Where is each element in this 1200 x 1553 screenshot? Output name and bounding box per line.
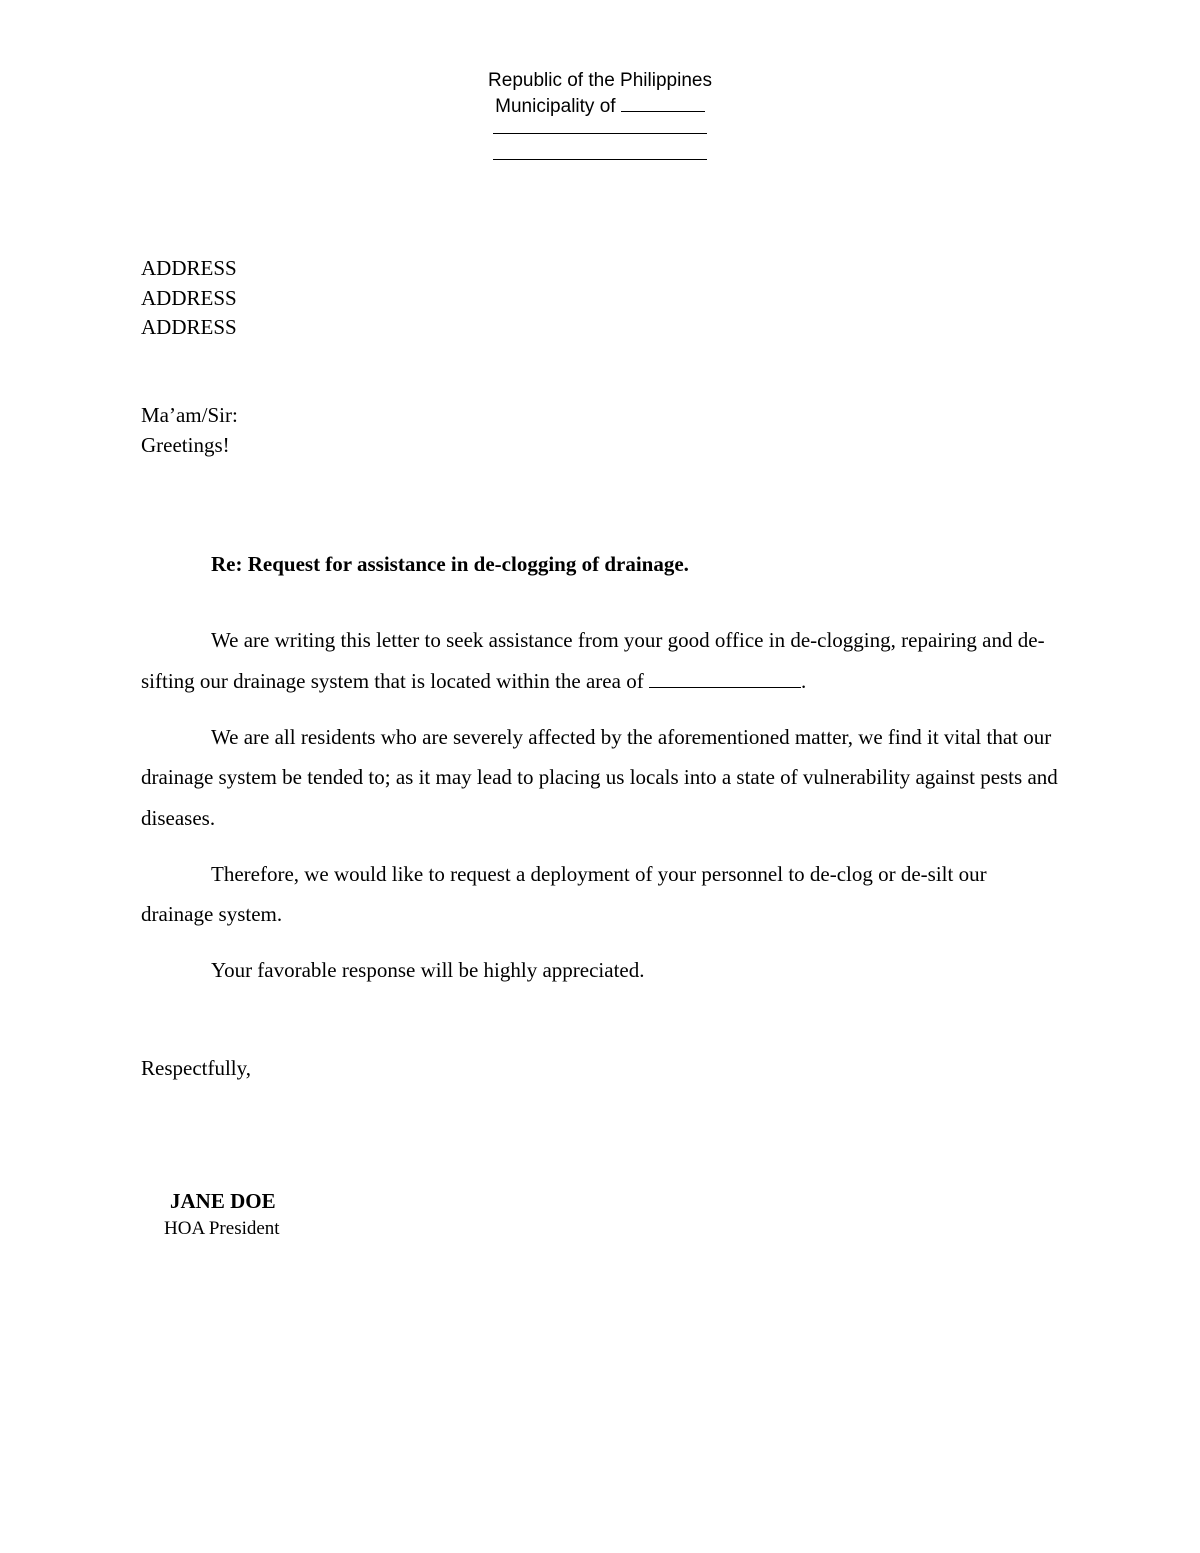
letterhead-blank-line-1	[0, 120, 1200, 148]
recipient-address	[141, 254, 237, 343]
subject-line: Re: Request for assistance in de-clogging of drainage.	[211, 552, 689, 576]
municipality-blank	[621, 110, 705, 112]
body-paragraph-4: Your favorable response will be highly appreciated.	[211, 958, 645, 982]
body-paragraph-1-text: We are writing this letter to seek assistance from your good office in de-clogging, repairing and de-sifting our drainage system that is located within the area of	[141, 628, 1045, 693]
letterhead	[0, 68, 1200, 174]
body-paragraph-1	[141, 620, 1061, 701]
body-paragraph-2: We are all residents who are severely affected by the aforementioned matter, we find it vital that our drainage system be tended to; as it may lead to placing us locals into a state of vulnerability against pests and diseases.	[141, 724, 1058, 830]
closing: Respectfully,	[141, 1056, 252, 1080]
address-line: ADDRESS	[141, 315, 237, 339]
municipality-line	[0, 94, 1200, 120]
letter-body	[141, 620, 1061, 1006]
body-paragraph-1-end: .	[800, 668, 807, 693]
area-blank	[649, 686, 801, 688]
signatory-title: HOA President	[164, 1218, 280, 1239]
greeting-line: Greetings!	[141, 433, 230, 457]
address-line: ADDRESS	[141, 256, 237, 280]
address-line: ADDRESS	[141, 285, 237, 310]
letterhead-blank-line-2	[0, 146, 1200, 174]
salutation-line: Ma’am/Sir:	[141, 403, 238, 427]
signatory-name: JANE DOE	[170, 1189, 276, 1213]
municipality-label: Municipality of	[495, 96, 621, 117]
body-paragraph-3: Therefore, we would like to request a deployment of your personnel to de-clog or de-silt our drainage system.	[141, 861, 987, 926]
country-line: Republic of the Philippines	[488, 70, 712, 91]
salutation	[141, 400, 238, 460]
